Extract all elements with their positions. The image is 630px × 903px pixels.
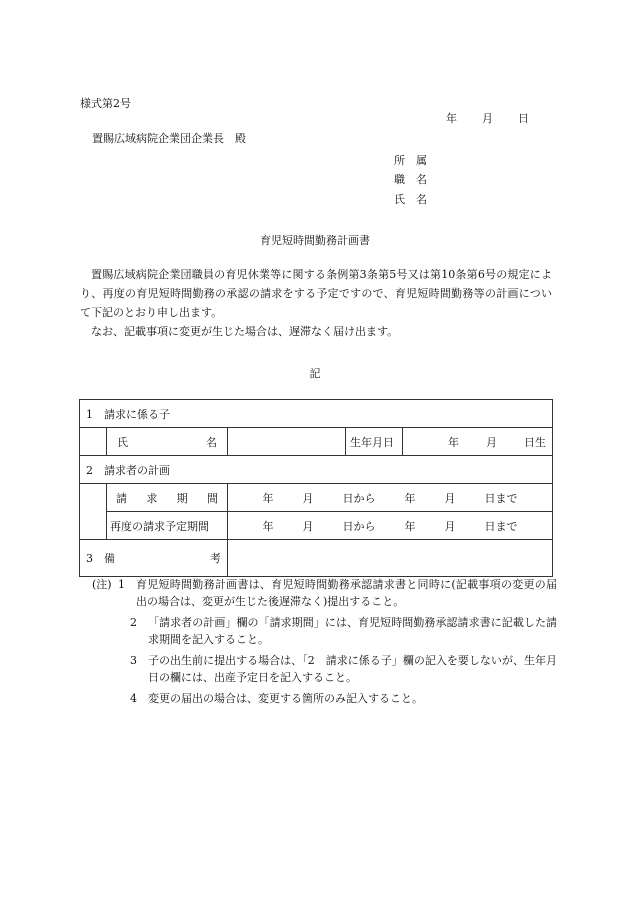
child-name-label: 氏 名	[107, 428, 228, 456]
note-number: 3	[130, 654, 137, 667]
plan-table	[79, 399, 553, 577]
addressee: 置賜広域病院企業団企業長 殿	[92, 132, 246, 145]
table-row	[80, 456, 553, 484]
table-row	[80, 540, 553, 577]
applicant-position-label: 職 名	[394, 173, 427, 186]
note-text: 子の出生前に提出する場合は、「2 請求に係る子」欄の記入を要しないが、生年月日の欄には、出産予定日を記入すること。	[148, 654, 557, 684]
body-text	[80, 265, 552, 341]
section-child-header: 1 請求に係る子	[80, 400, 553, 428]
re-request-period-field[interactable]: 年 月 日から 年 月 日まで	[228, 512, 553, 540]
date-line	[446, 110, 529, 126]
indent-cell	[80, 512, 107, 540]
table-row	[80, 484, 553, 512]
remarks-field[interactable]	[228, 540, 553, 577]
birth-date-label: 生年月日	[346, 428, 403, 456]
body-paragraph: 置賜広域病院企業団職員の育児休業等に関する条例第3条第5号又は第10条第6号の規定により、再度の育児短時間勤務の承認の請求をする予定ですので、育児短時間勤務等の計画について下記のとおり申し出ます。	[80, 268, 552, 319]
applicant-affiliation-label: 所 属	[394, 154, 427, 167]
section-plan-header: 2 請求者の計画	[80, 456, 553, 484]
indent-cell	[80, 484, 107, 512]
date-day: 日	[518, 112, 529, 125]
notes-lead: (注)	[92, 578, 112, 591]
request-period-field[interactable]: 年 月 日から 年 月 日まで	[228, 484, 553, 512]
note-item	[92, 690, 557, 707]
applicant-name-label: 氏 名	[394, 193, 427, 206]
note-text: 育児短時間勤務計画書は、育児短時間勤務承認請求書と同時に(記載事項の変更の届出の場合は、変更が生じた後遅滞なく)提出すること。	[136, 578, 557, 608]
note-item	[92, 614, 557, 648]
body-paragraph: なお、記載事項に変更が生じた場合は、遅滞なく届け出ます。	[91, 325, 399, 338]
note-item	[92, 652, 557, 686]
table-row	[80, 400, 553, 428]
indent-cell	[80, 428, 107, 456]
child-name-field[interactable]	[228, 428, 346, 456]
note-text: 変更の届出の場合は、変更する箇所のみ記入すること。	[148, 692, 423, 705]
date-month: 月	[482, 112, 493, 125]
document-title: 育児短時間勤務計画書	[260, 234, 370, 247]
note-number: 1	[118, 578, 125, 591]
table-row	[80, 512, 553, 540]
birth-date-field[interactable]: 年 月 日生	[403, 428, 553, 456]
remarks-label: 3 備 考	[80, 540, 228, 577]
notes	[92, 576, 557, 711]
note-number: 4	[130, 692, 137, 705]
request-period-label: 請 求 期 間	[107, 484, 228, 512]
table-row	[80, 428, 553, 456]
note-text: 「請求者の計画」欄の「請求期間」には、育児短時間勤務承認請求書に記載した請求期間を記入すること。	[148, 616, 557, 646]
re-request-period-label: 再度の請求予定期間	[107, 512, 228, 540]
note-number: 2	[130, 616, 137, 629]
date-year: 年	[446, 112, 457, 125]
ki-heading: 記	[309, 367, 321, 380]
note-item	[92, 576, 557, 610]
form-number: 様式第2号	[80, 97, 131, 110]
